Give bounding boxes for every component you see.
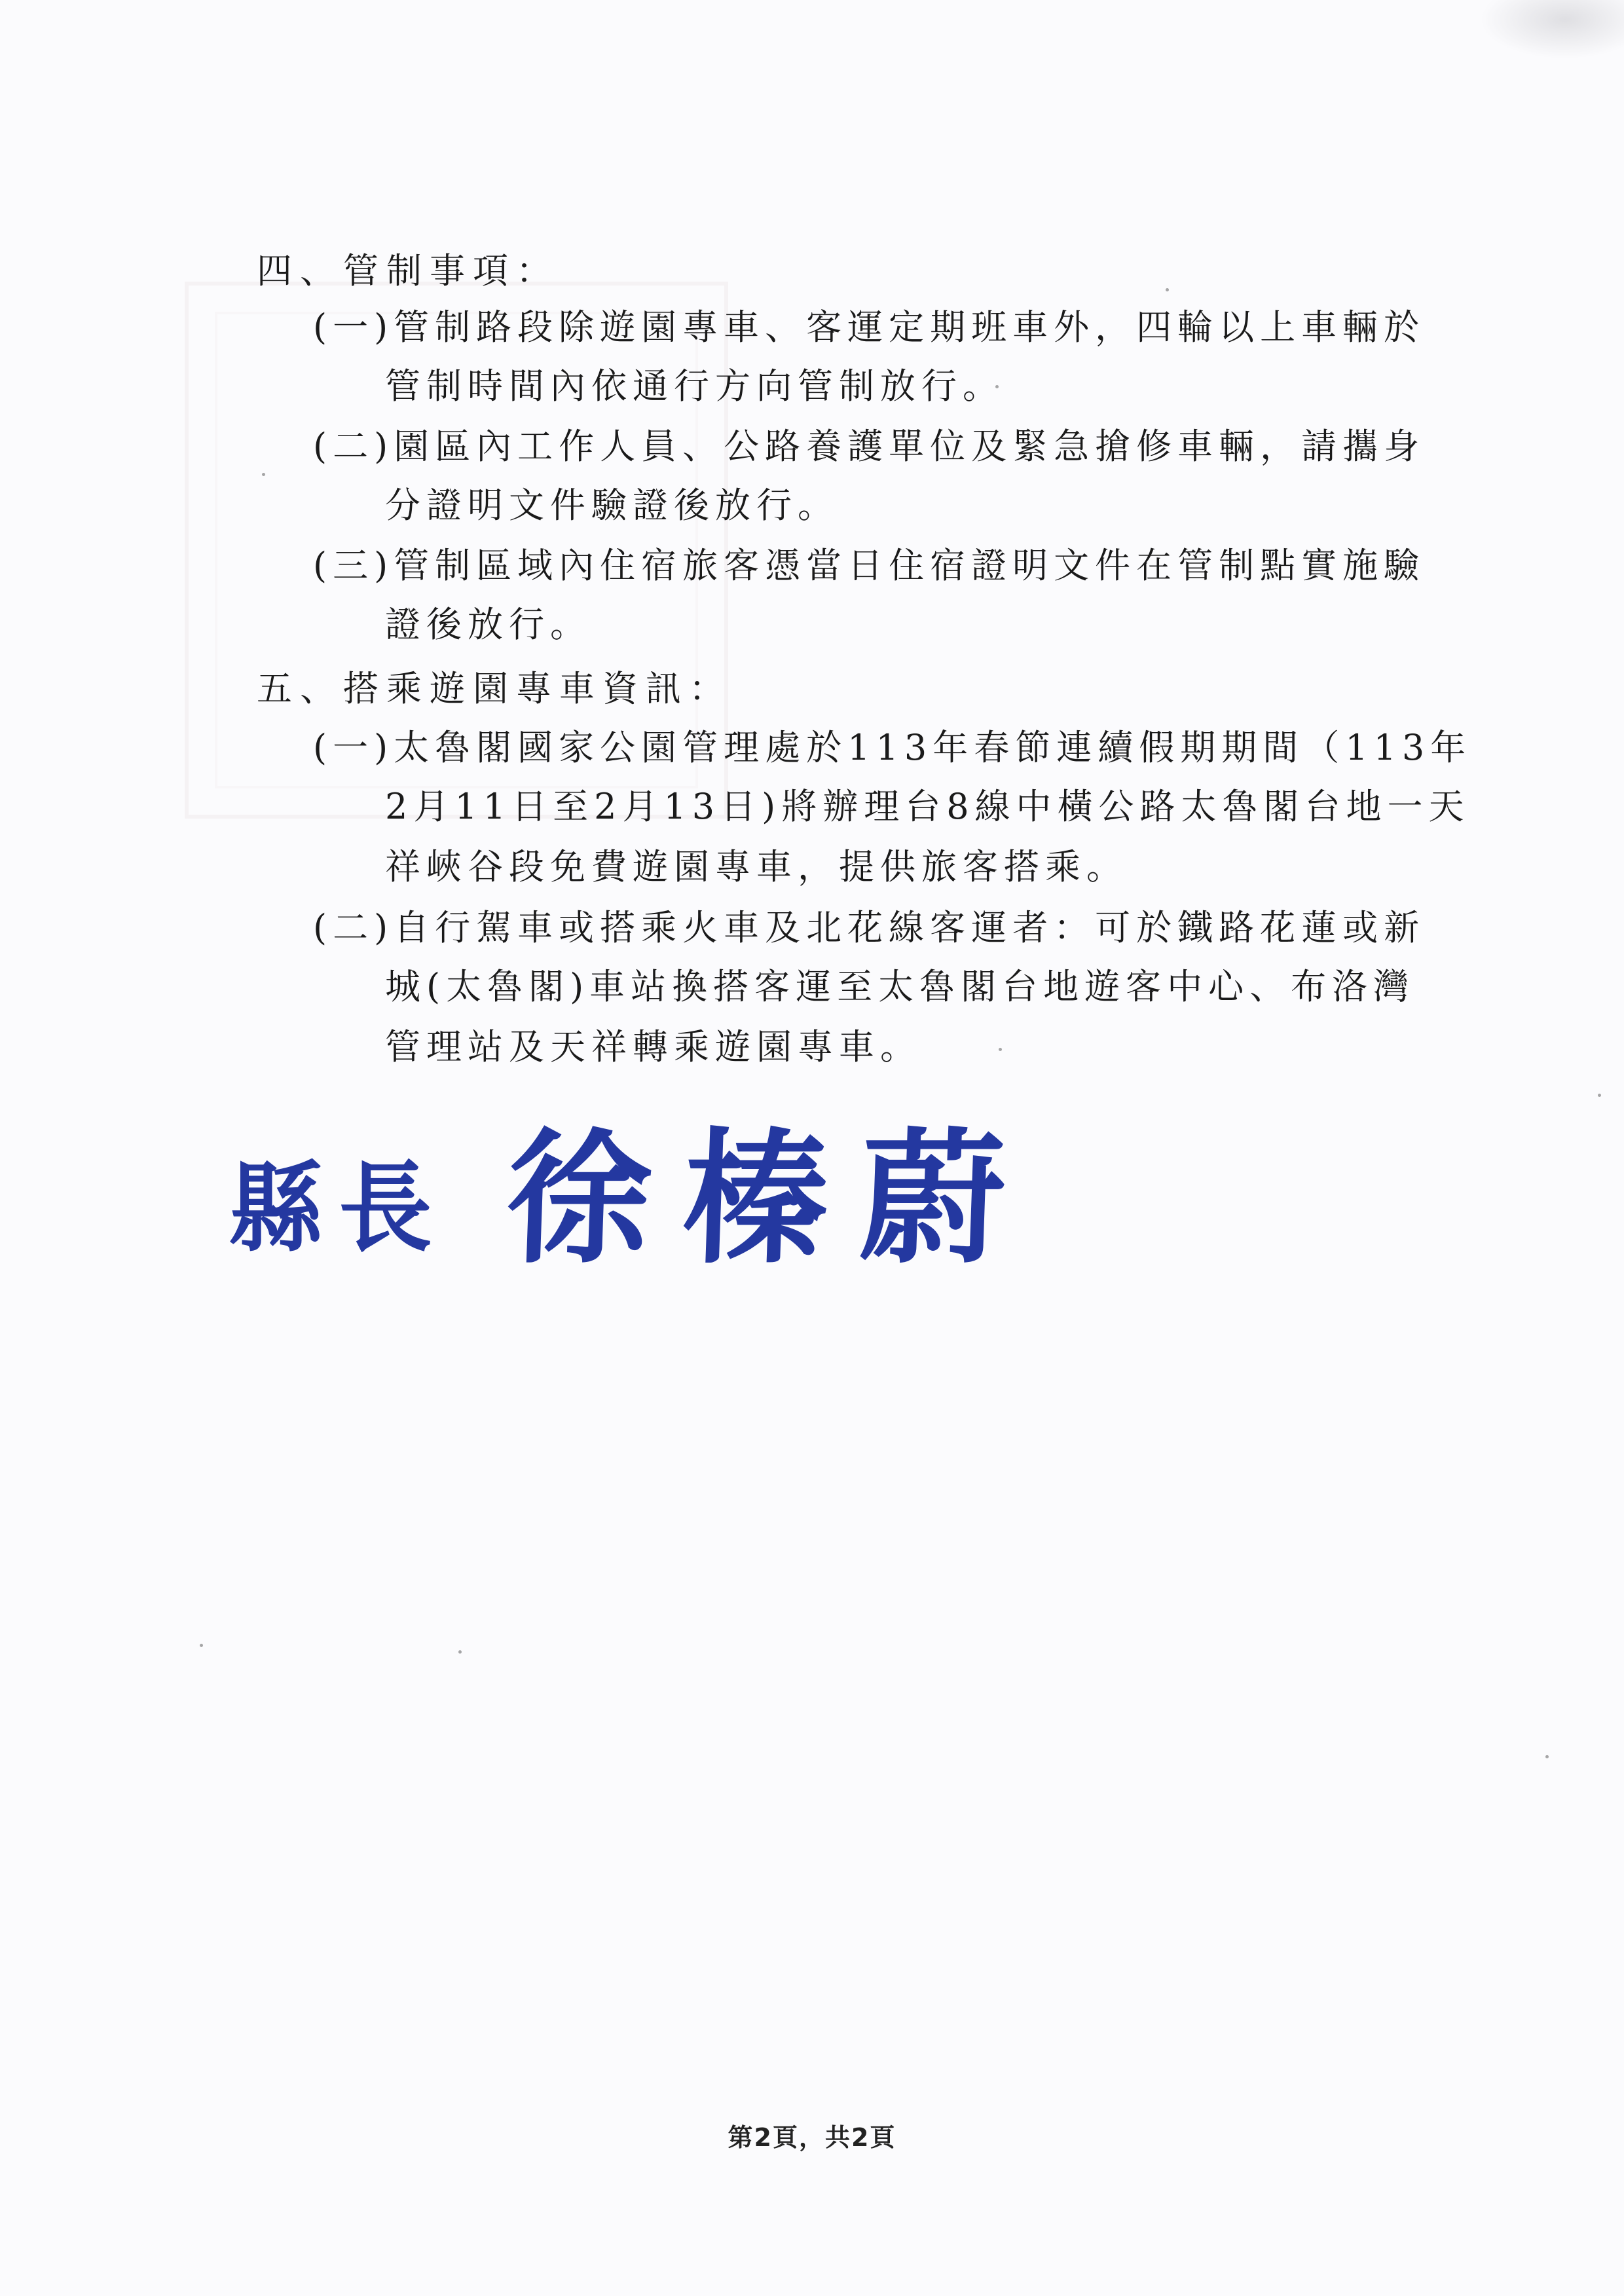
section-4-heading: 四、管制事項：: [257, 250, 559, 291]
scan-speck: [995, 385, 999, 388]
scan-smudge: [1480, 0, 1624, 59]
scan-speck: [1545, 1755, 1549, 1758]
section-5-item-2-line-3: 管理站及天祥轉乘遊園專車。: [385, 1026, 921, 1067]
scan-speck: [200, 1644, 203, 1647]
section-5-item-1-line-1: (一)太魯閣國家公園管理處於113年春節連續假期期間（113年: [313, 727, 1472, 768]
section-4-item-2-line-1: (二)園區內工作人員、公路養護單位及緊急搶修車輛，請攜身: [313, 426, 1426, 467]
scan-speck: [1166, 288, 1169, 291]
section-5-heading: 五、搭乘遊園專車資訊：: [257, 668, 732, 709]
section-5-item-1-line-3: 祥峽谷段免費遊園專車，提供旅客搭乘。: [385, 846, 1128, 887]
signature-name: 徐榛蔚: [504, 1113, 1041, 1283]
scan-speck: [1598, 1094, 1601, 1097]
section-5-item-2-line-1: (二)自行駕車或搭乘火車及北花線客運者：可於鐵路花蓮或新: [313, 907, 1426, 948]
section-4-item-2-line-2: 分證明文件驗證後放行。: [385, 485, 839, 526]
page-number: 第2頁，共2頁: [728, 2123, 896, 2152]
scan-speck: [262, 473, 265, 476]
section-5-item-1-line-2: 2月11日至2月13日)將辦理台8線中橫公路太魯閣台地一天: [385, 786, 1470, 827]
scan-speck: [458, 1650, 462, 1654]
signature-title: 縣長: [229, 1151, 449, 1266]
section-4-item-3-line-1: (三)管制區域內住宿旅客憑當日住宿證明文件在管制點實施驗: [313, 545, 1426, 586]
section-4-item-1-line-1: (一)管制路段除遊園專車、客運定期班車外，四輪以上車輛於: [313, 306, 1426, 348]
section-4-item-3-line-2: 證後放行。: [385, 604, 591, 645]
section-5-item-2-line-2: 城(太魯閣)車站換搭客運至太魯閣台地遊客中心、布洛灣: [385, 966, 1415, 1007]
scan-speck: [999, 1048, 1002, 1051]
section-4-item-1-line-2: 管制時間內依通行方向管制放行。: [385, 365, 1004, 407]
